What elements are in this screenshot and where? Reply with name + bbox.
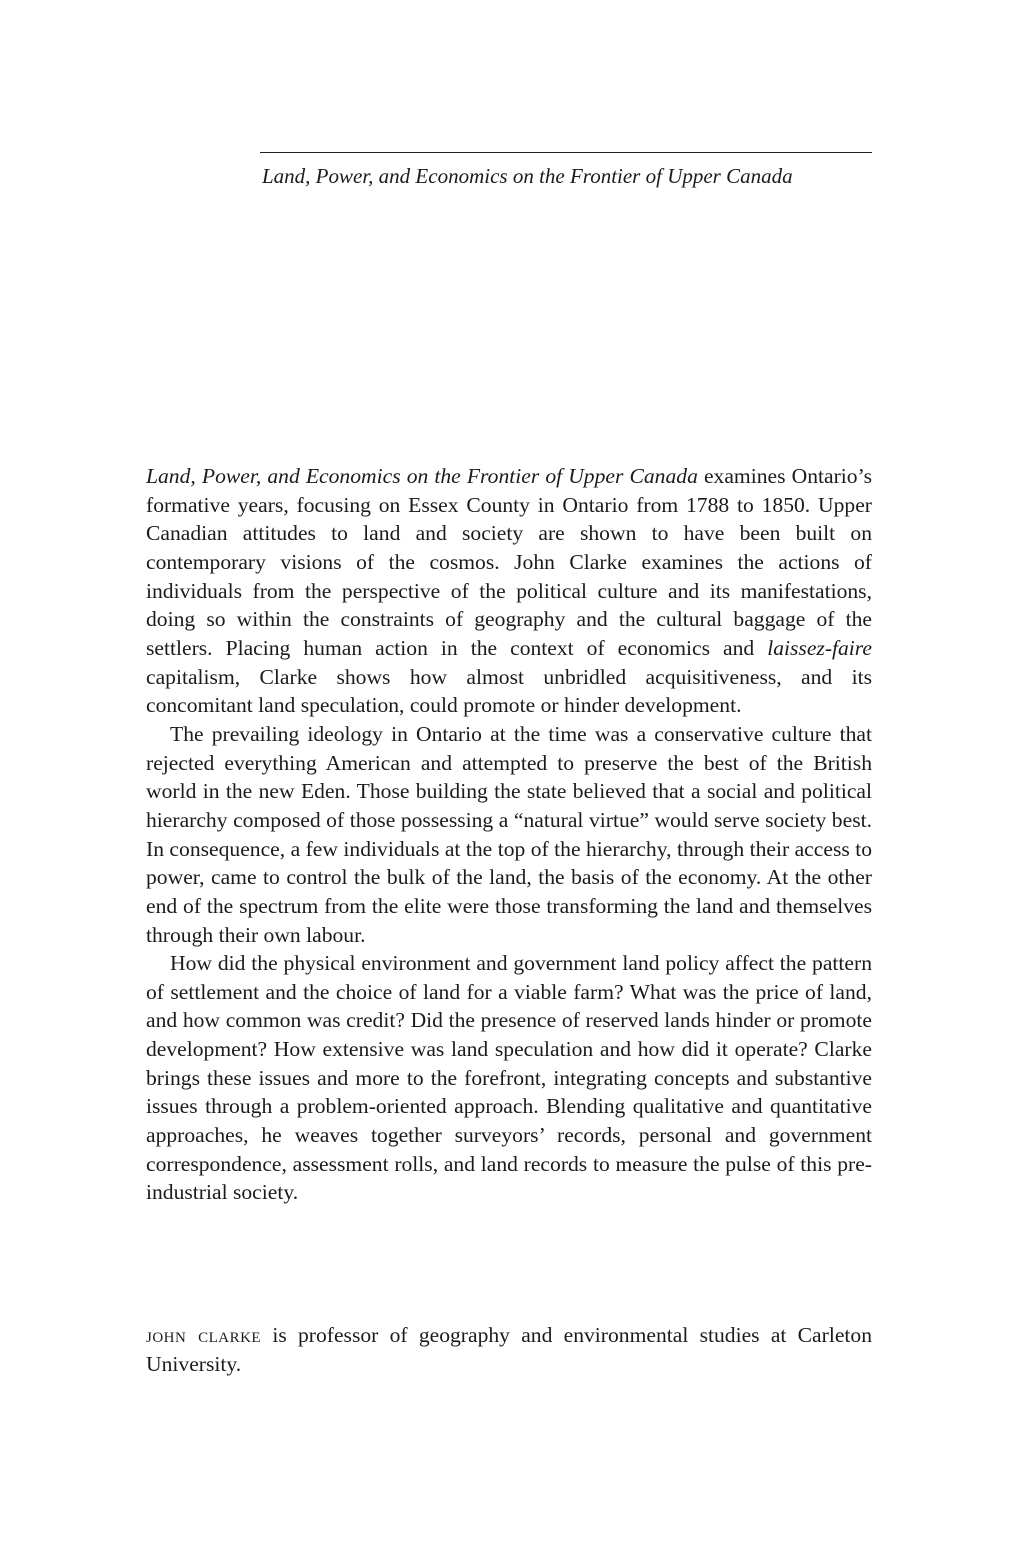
paragraph-2: The prevailing ideology in Ontario at the time was a conservative culture that rejected everything American and attempted to preserve the best of the British world in the new Eden. Those building the state believed that a social and political hierarchy composed of those possessing a “natural virtue” would serve society best. In consequence, a few individuals at the top of the hierarchy, through their access to power, came to control the bulk of the land, the basis of the economy. At the other end of the spectrum from the elite were those transforming the land and themselves through their own labour. [146,721,872,947]
italic-term: laissez-faire [767,635,872,660]
book-title: Land, Power, and Economics on the Frontier of Upper Canada [146,464,698,488]
author-bio-paragraph [146,1321,872,1378]
paragraph-1-text-a: examines Ontario’s formative years, focusing on Essex County in Ontario from 1788 to 1850. Upper Canadian attitudes to land and society are shown to have been built on contemporary visions of the cosmos. John Clarke examines the actions of individuals from the perspective of the political culture and its manifestations, doing so within the constraints of geography and the cultural baggage of the settlers. Placing human action in the context of economics and [146,464,872,660]
running-head: Land, Power, and Economics on the Frontier of Upper Canada [262,164,793,188]
author-name: john clarke [146,1323,262,1347]
paragraph-1 [146,462,872,720]
author-bio [146,1321,872,1378]
header-rule [260,152,872,153]
paragraph-1-text-b: capitalism, Clarke shows how almost unbridled acquisitiveness, and its concomitant land speculation, could promote or hinder development. [146,664,872,718]
author-bio-text: is professor of geography and environmental studies at Carleton University. [146,1323,873,1376]
paragraph-3: How did the physical environment and government land policy affect the pattern of settlement and the choice of land for a viable farm? What was the price of land, and how common was credit? Did the presence of reserved lands hinder or promote development? How extensive was land speculation and how did it operate? Clarke brings these issues and more to the forefront, integrating concepts and substantive issues through a problem-oriented approach. Blending qualitative and quantitative approaches, he weaves together surveyors’ records, personal and government correspondence, assessment rolls, and land records to measure the pulse of this pre-industrial society. [146,951,872,1205]
body-text [146,462,872,1207]
